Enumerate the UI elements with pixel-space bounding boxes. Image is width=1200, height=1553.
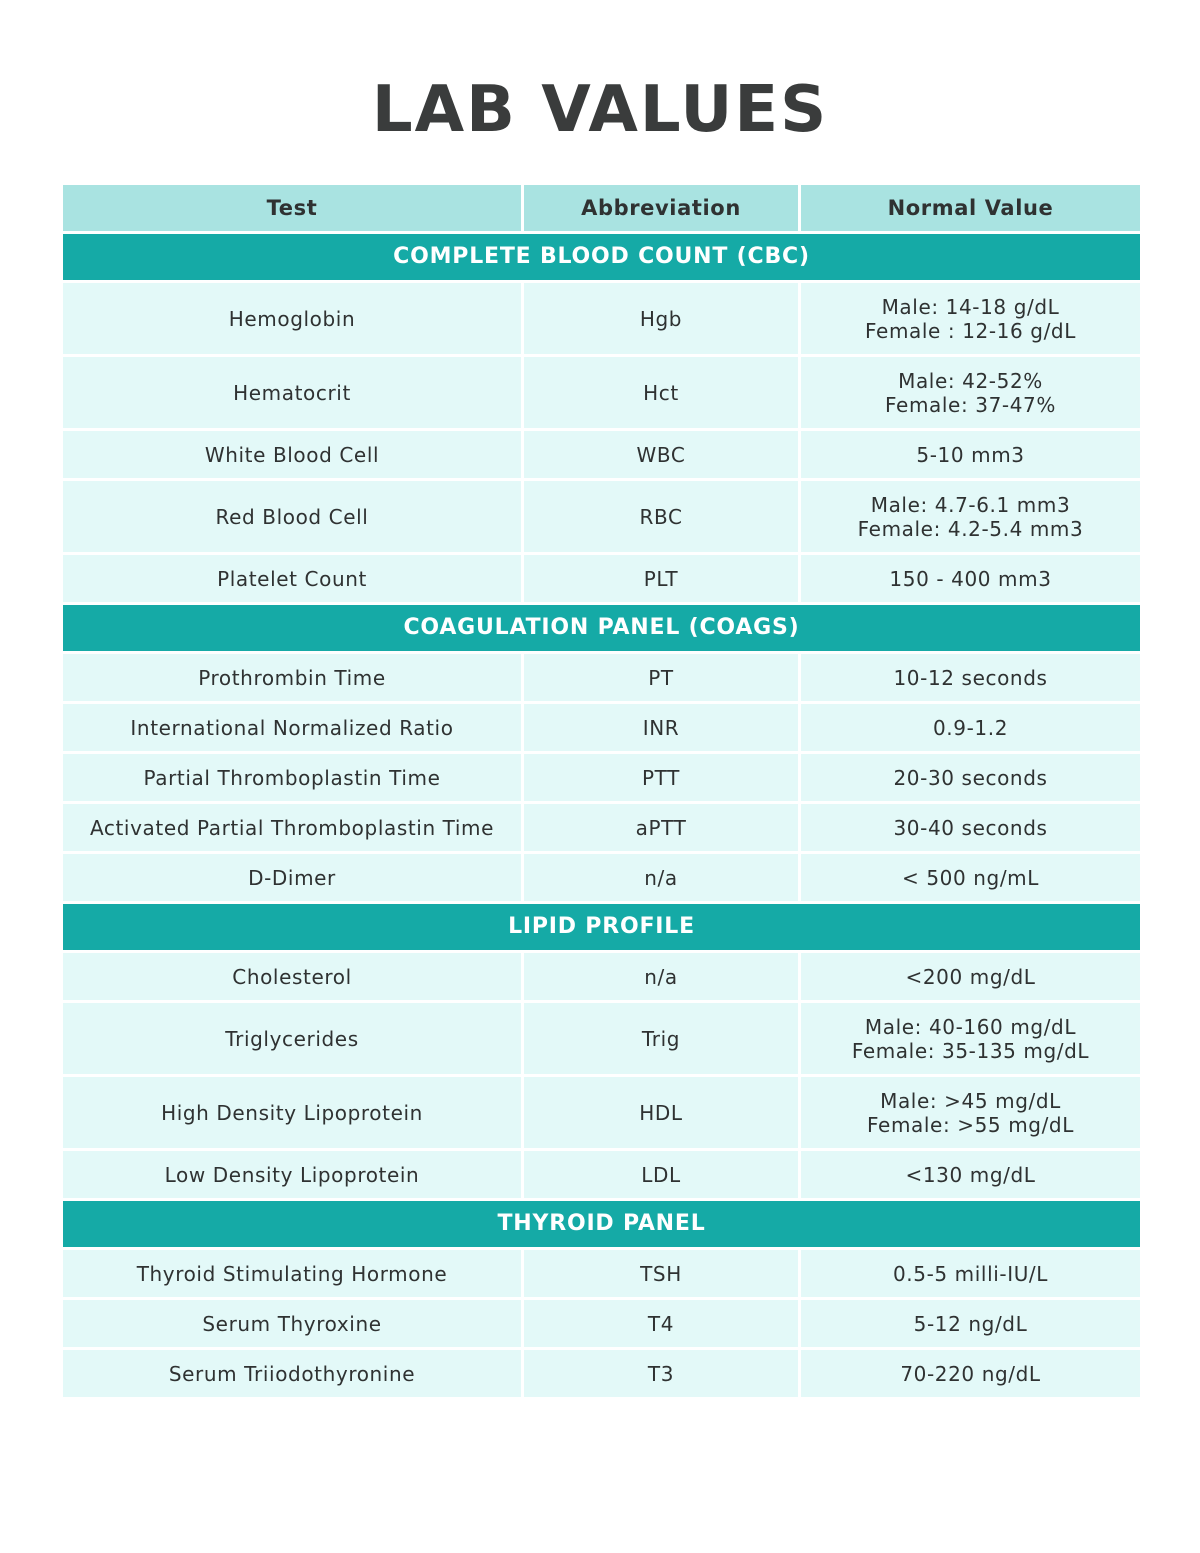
normal-value-line: Male: 40-160 mg/dL (864, 1014, 1077, 1039)
abbreviation-cell: INR (523, 703, 800, 753)
table-row (62, 480, 1142, 554)
test-name-cell: Activated Partial Thromboplastin Time (62, 803, 523, 853)
abbreviation-cell: PLT (523, 554, 800, 604)
test-name-cell: Serum Thyroxine (62, 1299, 523, 1349)
normal-value-cell (800, 430, 1142, 480)
section-header-row (62, 233, 1142, 282)
normal-value-cell (800, 1002, 1142, 1076)
normal-value-cell (800, 653, 1142, 703)
normal-value-line: 0.5-5 milli-IU/L (892, 1261, 1049, 1286)
table-row (62, 853, 1142, 903)
test-name-cell: Partial Thromboplastin Time (62, 753, 523, 803)
abbreviation-cell: PTT (523, 753, 800, 803)
section-heading: THYROID PANEL (62, 1200, 1142, 1249)
table-row (62, 1002, 1142, 1076)
table-row (62, 803, 1142, 853)
table-row (62, 282, 1142, 356)
test-name-cell: D-Dimer (62, 853, 523, 903)
table-row (62, 1349, 1142, 1399)
normal-value-cell (800, 554, 1142, 604)
normal-value-line: Male: 4.7-6.1 mm3 (870, 492, 1071, 517)
column-header-abbreviation: Abbreviation (523, 184, 800, 233)
test-name-cell: Hemoglobin (62, 282, 523, 356)
abbreviation-cell: TSH (523, 1249, 800, 1299)
page-title: LAB VALUES (371, 73, 829, 147)
abbreviation-cell: aPTT (523, 803, 800, 853)
abbreviation-cell: HDL (523, 1076, 800, 1150)
test-name-cell: High Density Lipoprotein (62, 1076, 523, 1150)
table-row (62, 1249, 1142, 1299)
normal-value-line: <130 mg/dL (905, 1162, 1036, 1187)
normal-value-line: 150 - 400 mm3 (889, 566, 1052, 591)
normal-value-cell (800, 853, 1142, 903)
column-header-normal-value: Normal Value (800, 184, 1142, 233)
table-body (62, 233, 1142, 1399)
normal-value-cell (800, 803, 1142, 853)
normal-value-cell (800, 952, 1142, 1002)
normal-value-line: Female: 37-47% (885, 392, 1056, 417)
normal-value-line: 70-220 ng/dL (900, 1361, 1041, 1386)
column-header-test: Test (62, 184, 523, 233)
table-row (62, 356, 1142, 430)
normal-value-line: Female : 12-16 g/dL (865, 318, 1076, 343)
test-name-cell: Triglycerides (62, 1002, 523, 1076)
abbreviation-cell: PT (523, 653, 800, 703)
table-row (62, 430, 1142, 480)
test-name-cell: International Normalized Ratio (62, 703, 523, 753)
normal-value-line: 5-10 mm3 (916, 442, 1025, 467)
abbreviation-cell: RBC (523, 480, 800, 554)
normal-value-cell (800, 480, 1142, 554)
normal-value-cell (800, 1249, 1142, 1299)
test-name-cell: Platelet Count (62, 554, 523, 604)
section-heading: LIPID PROFILE (62, 903, 1142, 952)
normal-value-line: 30-40 seconds (893, 815, 1048, 840)
normal-value-line: Female: >55 mg/dL (867, 1112, 1074, 1137)
abbreviation-cell: Hct (523, 356, 800, 430)
section-header-row (62, 1200, 1142, 1249)
normal-value-cell (800, 1150, 1142, 1200)
normal-value-cell (800, 1076, 1142, 1150)
table-header-row (62, 184, 1142, 233)
abbreviation-cell: n/a (523, 952, 800, 1002)
normal-value-line: Male: >45 mg/dL (880, 1088, 1061, 1113)
section-heading: COAGULATION PANEL (COAGS) (62, 604, 1142, 653)
test-name-cell: Red Blood Cell (62, 480, 523, 554)
normal-value-line: 0.9-1.2 (932, 715, 1009, 740)
test-name-cell: Thyroid Stimulating Hormone (62, 1249, 523, 1299)
lab-values-table (60, 182, 1143, 1400)
abbreviation-cell: T3 (523, 1349, 800, 1399)
normal-value-line: 5-12 ng/dL (913, 1311, 1028, 1336)
test-name-cell: Serum Triiodothyronine (62, 1349, 523, 1399)
abbreviation-cell: LDL (523, 1150, 800, 1200)
test-name-cell: White Blood Cell (62, 430, 523, 480)
table-row (62, 653, 1142, 703)
section-heading: COMPLETE BLOOD COUNT (CBC) (62, 233, 1142, 282)
normal-value-line: < 500 ng/mL (902, 865, 1039, 890)
table-row (62, 703, 1142, 753)
table-row (62, 753, 1142, 803)
normal-value-line: Female: 35-135 mg/dL (851, 1038, 1090, 1063)
abbreviation-cell: Hgb (523, 282, 800, 356)
normal-value-line: Female: 4.2-5.4 mm3 (857, 516, 1084, 541)
test-name-cell: Low Density Lipoprotein (62, 1150, 523, 1200)
table-row (62, 554, 1142, 604)
abbreviation-cell: WBC (523, 430, 800, 480)
abbreviation-cell: Trig (523, 1002, 800, 1076)
normal-value-cell (800, 753, 1142, 803)
test-name-cell: Prothrombin Time (62, 653, 523, 703)
normal-value-cell (800, 703, 1142, 753)
table-row (62, 1150, 1142, 1200)
normal-value-cell (800, 1299, 1142, 1349)
normal-value-line: 20-30 seconds (893, 765, 1048, 790)
test-name-cell: Cholesterol (62, 952, 523, 1002)
normal-value-cell (800, 356, 1142, 430)
abbreviation-cell: T4 (523, 1299, 800, 1349)
test-name-cell: Hematocrit (62, 356, 523, 430)
normal-value-line: <200 mg/dL (905, 964, 1036, 989)
table-row (62, 1299, 1142, 1349)
normal-value-cell (800, 1349, 1142, 1399)
abbreviation-cell: n/a (523, 853, 800, 903)
section-header-row (62, 604, 1142, 653)
section-header-row (62, 903, 1142, 952)
normal-value-line: Male: 42-52% (898, 368, 1043, 393)
normal-value-cell (800, 282, 1142, 356)
table-row (62, 952, 1142, 1002)
normal-value-line: Male: 14-18 g/dL (881, 294, 1060, 319)
table-row (62, 1076, 1142, 1150)
normal-value-line: 10-12 seconds (893, 665, 1048, 690)
